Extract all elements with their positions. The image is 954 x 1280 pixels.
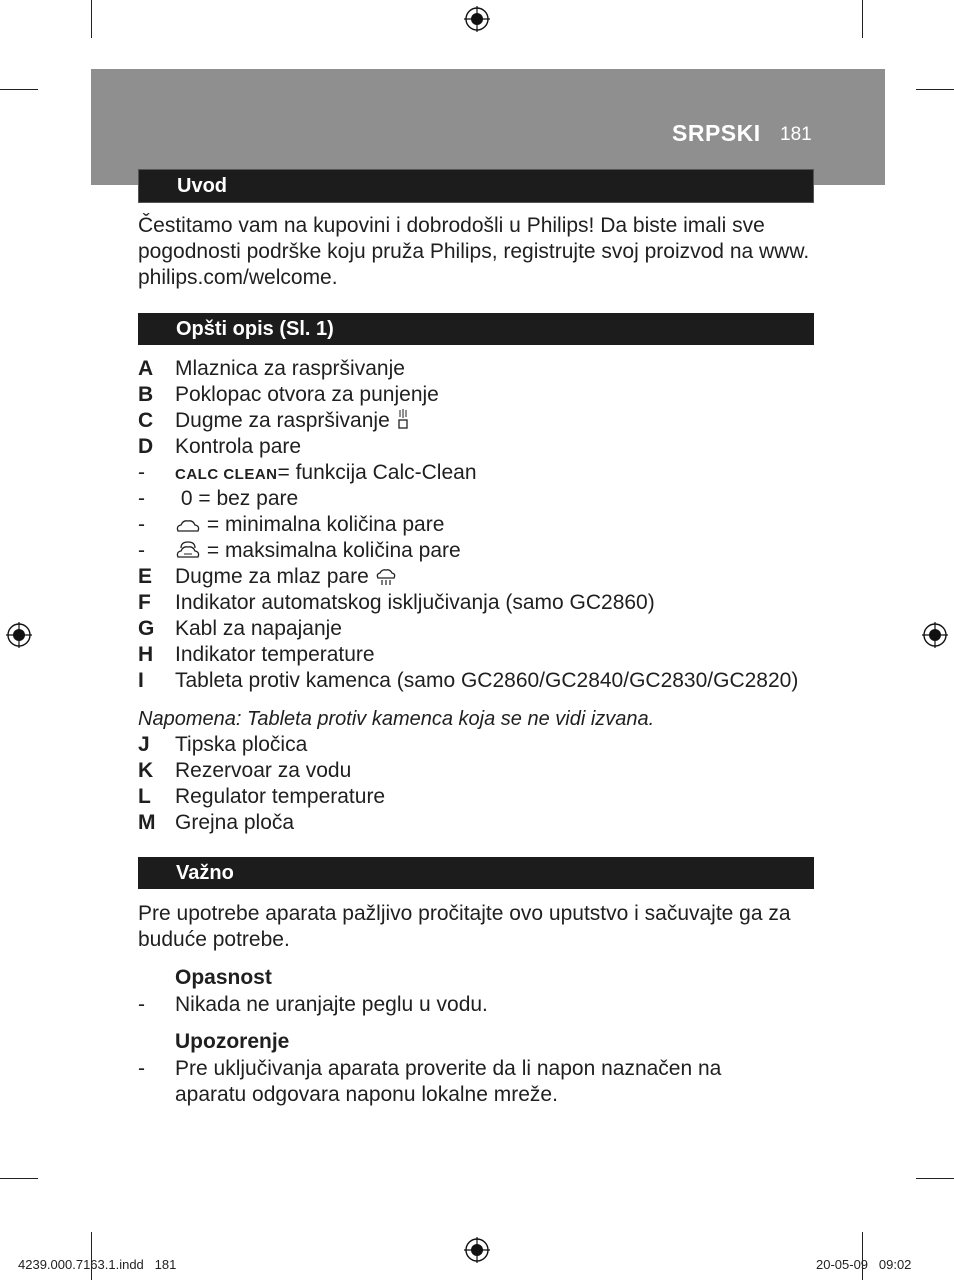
- crop-mark: [0, 89, 38, 90]
- registration-mark-icon: [464, 6, 490, 32]
- item-key: E: [138, 565, 153, 588]
- item-key: B: [138, 383, 154, 406]
- item-key: F: [138, 591, 151, 614]
- item-text: Indikator temperature: [175, 643, 375, 666]
- steam-min-icon: [175, 518, 201, 534]
- item-text: Dugme za raspršivanje: [175, 409, 390, 432]
- item-text: Poklopac otvora za punjenje: [175, 383, 439, 406]
- registration-mark-icon: [922, 622, 948, 648]
- footer-date: 20-05-09 09:02: [816, 1257, 912, 1272]
- item-text: Indikator automatskog isključivanja (samo GC2860): [175, 591, 655, 614]
- item-dash: -: [138, 1057, 145, 1080]
- crop-mark: [916, 89, 954, 90]
- item-text: Tipska pločica: [175, 733, 308, 756]
- spray-icon: [396, 408, 410, 430]
- registration-mark-icon: [6, 622, 32, 648]
- item-text: Mlaznica za raspršivanje: [175, 357, 405, 380]
- item-key: H: [138, 643, 154, 666]
- warning-heading: Upozorenje: [175, 1030, 290, 1053]
- crop-mark: [862, 0, 863, 38]
- language-title: SRPSKI: [672, 120, 761, 146]
- item-text: = minimalna količina pare: [206, 513, 445, 536]
- item-text: Rezervoar za vodu: [175, 759, 352, 782]
- item-key: K: [138, 759, 154, 782]
- item-text: Regulator temperature: [175, 785, 386, 808]
- steam-max-icon: [175, 540, 201, 560]
- section-heading-intro: Uvod: [138, 169, 814, 203]
- section-heading-important: Važno: [138, 857, 814, 889]
- calc-clean-label: CALC CLEAN: [175, 466, 278, 483]
- item-dash: -: [138, 539, 145, 562]
- item-text: Dugme za mlaz pare: [175, 565, 369, 588]
- crop-mark: [0, 1178, 38, 1179]
- item-key: G: [138, 617, 155, 640]
- item-text: 0 = bez pare: [175, 487, 299, 510]
- registration-mark-icon: [464, 1237, 490, 1263]
- item-text: Grejna ploča: [175, 811, 295, 834]
- item-key: C: [138, 409, 154, 432]
- item-text: Kontrola pare: [175, 435, 302, 458]
- item-dash: -: [138, 513, 145, 536]
- overview-note: Napomena: Tableta protiv kamenca koja se ne vidi izvana.: [138, 708, 655, 730]
- item-key: L: [138, 785, 151, 808]
- shot-of-steam-icon: [375, 568, 397, 586]
- crop-mark: [91, 0, 92, 38]
- item-dash: -: [138, 993, 145, 1016]
- item-dash: -: [138, 461, 145, 484]
- intro-paragraph: Čestitamo vam na kupovini i dobrodošli u Philips! Da biste imali sve pogodnosti podrške koju pruža Philips, registrujte svoj proizvod na www. philips.com/welcome.: [138, 214, 810, 289]
- item-text: Kabl za napajanje: [175, 617, 342, 640]
- item-text: Pre uključivanja aparata proverite da li napon naznačen na aparatu odgovara naponu lokalne mreže.: [175, 1057, 722, 1106]
- item-key: J: [138, 733, 150, 756]
- item-text: Tableta protiv kamenca (samo GC2860/GC2840/GC2830/GC2820): [175, 669, 799, 692]
- item-dash: -: [138, 487, 145, 510]
- item-key: D: [138, 435, 154, 458]
- footer-file-info: 4239.000.7163.1.indd 181: [18, 1257, 177, 1272]
- section-heading-overview: Opšti opis (Sl. 1): [138, 313, 814, 345]
- crop-mark: [91, 1232, 92, 1280]
- page-number: 181: [780, 124, 812, 145]
- item-key: I: [138, 669, 144, 692]
- item-text: Nikada ne uranjajte peglu u vodu.: [175, 993, 488, 1016]
- important-paragraph: Pre upotrebe aparata pažljivo pročitajte ovo uputstvo i sačuvajte ga za buduće potrebe.: [138, 902, 791, 951]
- item-key: M: [138, 811, 156, 834]
- item-text: = funkcija Calc-Clean: [277, 461, 477, 484]
- item-text: = maksimalna količina pare: [206, 539, 461, 562]
- danger-heading: Opasnost: [175, 966, 272, 989]
- crop-mark: [862, 1232, 863, 1280]
- crop-mark: [916, 1178, 954, 1179]
- item-key: A: [138, 357, 154, 380]
- header-band: [91, 69, 885, 185]
